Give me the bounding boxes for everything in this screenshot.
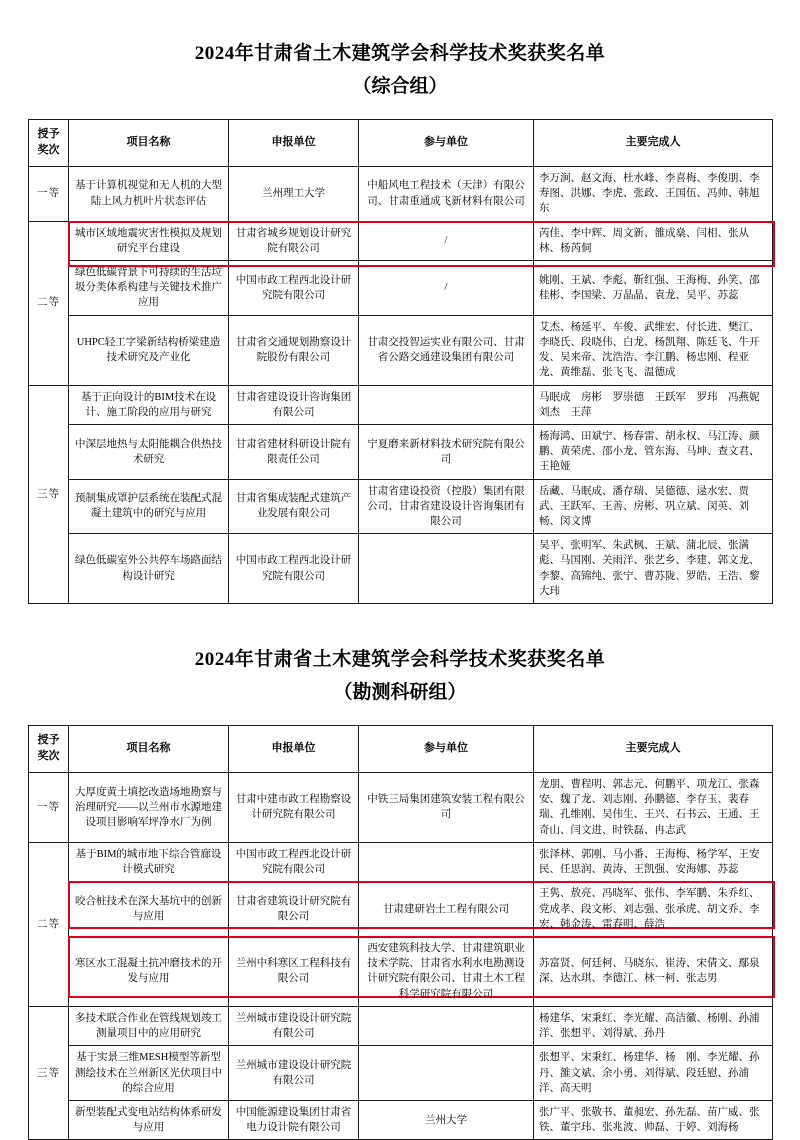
table-row (29, 534, 773, 604)
unit-cell: 甘肃省集成装配式建筑产业发展有限公司 (229, 479, 359, 534)
section1-table-wrap (28, 119, 772, 604)
table-row (29, 773, 773, 843)
rank-cell: 二等 (29, 221, 69, 385)
people-cell: 吴平、张明军、朱武枫、王斌、蒲北辰、张满彪、马国刚、关雨洋、张艺乡、李建、郭文龙、李黎、高锦纯、张宁、曹苏陇、罗皓、王浩、黎大玮 (534, 534, 773, 604)
participants-cell (359, 385, 534, 424)
table-row (29, 260, 773, 315)
participants-cell: 宁夏磨来新材料技术研究院有限公司 (359, 424, 534, 479)
participants-cell: 甘肃省建设投资（控股）集团有限公司、甘肃省建设设计咨询集团有限公司 (359, 479, 534, 534)
project-cell: 多技术联合作业在管线规划竣工测量项目中的应用研究 (69, 1006, 229, 1045)
project-cell: 基于正向设计的BIM技术在设计、施工阶段的应用与研究 (69, 385, 229, 424)
project-cell: 预制集成罩护层系统在装配式混凝土建筑中的研究与应用 (69, 479, 229, 534)
section1-awards-table (28, 119, 773, 604)
table-row-highlighted (29, 221, 773, 260)
table-row (29, 842, 773, 881)
unit-cell: 甘肃省建材科研设计院有限责任公司 (229, 424, 359, 479)
rank-cell: 一等 (29, 773, 69, 843)
participants-cell (359, 534, 534, 604)
section1-title: 2024年甘肃省土木建筑学会科学技术奖获奖名单 (194, 43, 606, 64)
unit-cell: 兰州城市建设设计研究院有限公司 (229, 1006, 359, 1045)
project-cell: 寒区水工混凝土抗冲磨技术的开发与应用 (69, 936, 229, 1006)
section2-title-block (28, 646, 772, 707)
participants-cell: 兰州大学 (359, 1100, 534, 1139)
participants-cell (359, 1006, 534, 1045)
project-cell: 城市区域地震灾害性模拟及规划研究平台建设 (69, 221, 229, 260)
col-header-unit: 申报单位 (229, 120, 359, 167)
table-header-row (29, 726, 773, 773)
project-cell: UHPC轻工字梁新结构桥梁建造技术研究及产业化 (69, 315, 229, 385)
section-divider-space (28, 604, 772, 646)
section1-title-block (28, 0, 772, 101)
table-row (29, 385, 773, 424)
col-header-people: 主要完成人 (534, 726, 773, 773)
table-row (29, 479, 773, 534)
table-row (29, 1006, 773, 1045)
section2-awards-table (28, 725, 773, 1140)
people-cell: 龙朋、曹程明、郭志元、何鹏平、项龙江、张森安、魏了龙、刘志刚、孙鹏德、李存玉、裴春瑞、孔维刚、吴伟生、王兴、石书云、王通、王奇山、闫文进、时铁磊、冉志武 (534, 773, 773, 843)
col-header-participants: 参与单位 (359, 726, 534, 773)
people-cell: 王隽、敖亮、冯晓军、张伟、李军鹏、朱乔红、党成孝、段文彬、刘志强、张承虎、胡文乔、李宏、韩金涛、雷春明、薛浩 (534, 882, 773, 937)
participants-cell: / (359, 260, 534, 315)
unit-cell: 甘肃省建设设计咨询集团有限公司 (229, 385, 359, 424)
project-cell: 新型装配式变电站结构体系研发与应用 (69, 1100, 229, 1139)
people-cell: 李万涧、赵文海、杜水峰、李喜梅、李俊朋、李寿图、洪娜、李虎、张政、王国伍、冯帅、韩旭东 (534, 166, 773, 221)
unit-cell: 中国市政工程西北设计研究院有限公司 (229, 260, 359, 315)
unit-cell: 甘肃省城乡规划设计研究院有限公司 (229, 221, 359, 260)
people-cell: 张想平、宋秉红、杨建华、杨 刚、李光耀、孙 丹、雒文斌、余小勇、刘得斌、段廷慰、孙浦洋、高天明 (534, 1046, 773, 1101)
section2-subtitle: （勘测科研组） (333, 681, 467, 703)
col-header-participants: 参与单位 (359, 120, 534, 167)
unit-cell: 兰州城市建设设计研究院有限公司 (229, 1046, 359, 1101)
rank-cell: 一等 (29, 166, 69, 221)
col-header-people: 主要完成人 (534, 120, 773, 167)
participants-cell (359, 1046, 534, 1101)
unit-cell: 甘肃中建市政工程勘察设计研究院有限公司 (229, 773, 359, 843)
project-cell: 咬合桩技术在深大基坑中的创新与应用 (69, 882, 229, 937)
participants-cell: 中铁三局集团建筑安装工程有限公司 (359, 773, 534, 843)
rank-cell: 二等 (29, 842, 69, 1006)
table-row (29, 424, 773, 479)
rank-cell: 三等 (29, 385, 69, 604)
unit-cell: 中国能源建设集团甘肃省电力设计院有限公司 (229, 1100, 359, 1139)
unit-cell: 中国市政工程西北设计研究院有限公司 (229, 534, 359, 604)
project-cell: 绿色低碳背景下可持续的生活垃圾分类体系构建与关键技术推广应用 (69, 260, 229, 315)
rank-cell: 三等 (29, 1006, 69, 1140)
people-cell: 芮佳、李中辉、周文新、雒成燊、闫相、张从林、杨芮侗 (534, 221, 773, 260)
project-cell: 大厚度黄土填挖改造场地勘察与治理研究——以兰州市水源地建设项目影响军坪净水厂为例 (69, 773, 229, 843)
unit-cell: 甘肃省交通规划勘察设计院股份有限公司 (229, 315, 359, 385)
section2-table-wrap (28, 725, 772, 1140)
unit-cell: 兰州理工大学 (229, 166, 359, 221)
unit-cell: 甘肃省建筑设计研究院有限公司 (229, 882, 359, 937)
participants-cell: 甘肃交投智运实业有限公司、甘肃省公路交通建设集团有限公司 (359, 315, 534, 385)
section1-subtitle: （综合组） (352, 75, 448, 97)
people-cell: 张广平、张敬书、董昶宏、孙先磊、苗广威、张铁、董宇玮、张兆波、帅磊、于婷、刘海杨 (534, 1100, 773, 1139)
section2-title: 2024年甘肃省土木建筑学会科学技术奖获奖名单 (194, 649, 606, 671)
project-cell: 基于计算机视觉和无人机的大型陆上风力机叶片状态评估 (69, 166, 229, 221)
table-row (29, 315, 773, 385)
table-row (29, 1100, 773, 1139)
participants-cell (359, 842, 534, 881)
people-cell: 杨海鸿、田斌宁、杨春雷、胡永权、马江涛、颜鹏、黄荣虎、邵小龙、管东海、马坤、查文君、王艳娅 (534, 424, 773, 479)
project-cell: 中深层地热与太阳能耦合供热技术研究 (69, 424, 229, 479)
people-cell: 马眠成 房彬 罗崇德 王跃军 罗玮 冯燕妮 刘杰 王萍 (534, 385, 773, 424)
project-cell: 基于实景三维MESH模型等新型测绘技术在兰州新区光伏项目中的综合应用 (69, 1046, 229, 1101)
col-header-rank: 授予 奖次 (29, 120, 69, 167)
participants-cell: 西安建筑科技大学、甘肃建筑职业技术学院、甘肃省水利水电勘测设计研究院有限公司、甘肃土木工程科学研究院有限公司 (359, 936, 534, 1006)
unit-cell: 兰州中科寒区工程科技有限公司 (229, 936, 359, 1006)
people-cell: 苏富贤、何廷柯、马晓东、崔涛、宋倩文、鄢泉深、达水琪、李德江、林一柯、张志男 (534, 936, 773, 1006)
table-row-highlighted (29, 936, 773, 1006)
people-cell: 杨建华、宋秉红、李光耀、高洁徽、杨刚、孙浦洋、张想平、刘得斌、孙丹 (534, 1006, 773, 1045)
people-cell: 艾杰、杨延平、车俊、武维宏、付长进、樊江、李晓氏、段晓伟、白龙、杨凯翔、陈廷飞、牛开发、吴来帝、沈浩浩、李江鹏、杨忠刚、程亚龙、黄维磊、张飞飞、温德成 (534, 315, 773, 385)
col-header-unit: 申报单位 (229, 726, 359, 773)
col-header-project: 项目名称 (69, 726, 229, 773)
table-row (29, 1046, 773, 1101)
people-cell: 姚刚、王斌、李彪、靳红强、王海梅、孙笑、邵桂彬、李国梁、万晶晶、袁龙、吴平、苏蕊 (534, 260, 773, 315)
participants-cell: / (359, 221, 534, 260)
col-header-rank: 授予 奖次 (29, 726, 69, 773)
table-row-highlighted (29, 882, 773, 937)
people-cell: 张泽林、郭刚、马小番、王海梅、杨学军、王安民、任思润、黄涛、王凯强、安海娜、苏蕊 (534, 842, 773, 881)
table-row (29, 166, 773, 221)
people-cell: 岳藏、马眠成、潘存瑞、吴德德、逯水宏、贾武、王跃军、王善、房彬、巩立斌、闵英、刘畅、闵文博 (534, 479, 773, 534)
project-cell: 绿色低碳室外公共停车场路面结构设计研究 (69, 534, 229, 604)
participants-cell: 中船风电工程技术（天津）有限公司、甘肃重通成飞新材料有限公司 (359, 166, 534, 221)
unit-cell: 中国市政工程西北设计研究院有限公司 (229, 842, 359, 881)
table-header-row (29, 120, 773, 167)
participants-cell: 甘肃建研岩土工程有限公司 (359, 882, 534, 937)
col-header-project: 项目名称 (69, 120, 229, 167)
project-cell: 基于BIM的城市地下综合管廊设计模式研究 (69, 842, 229, 881)
